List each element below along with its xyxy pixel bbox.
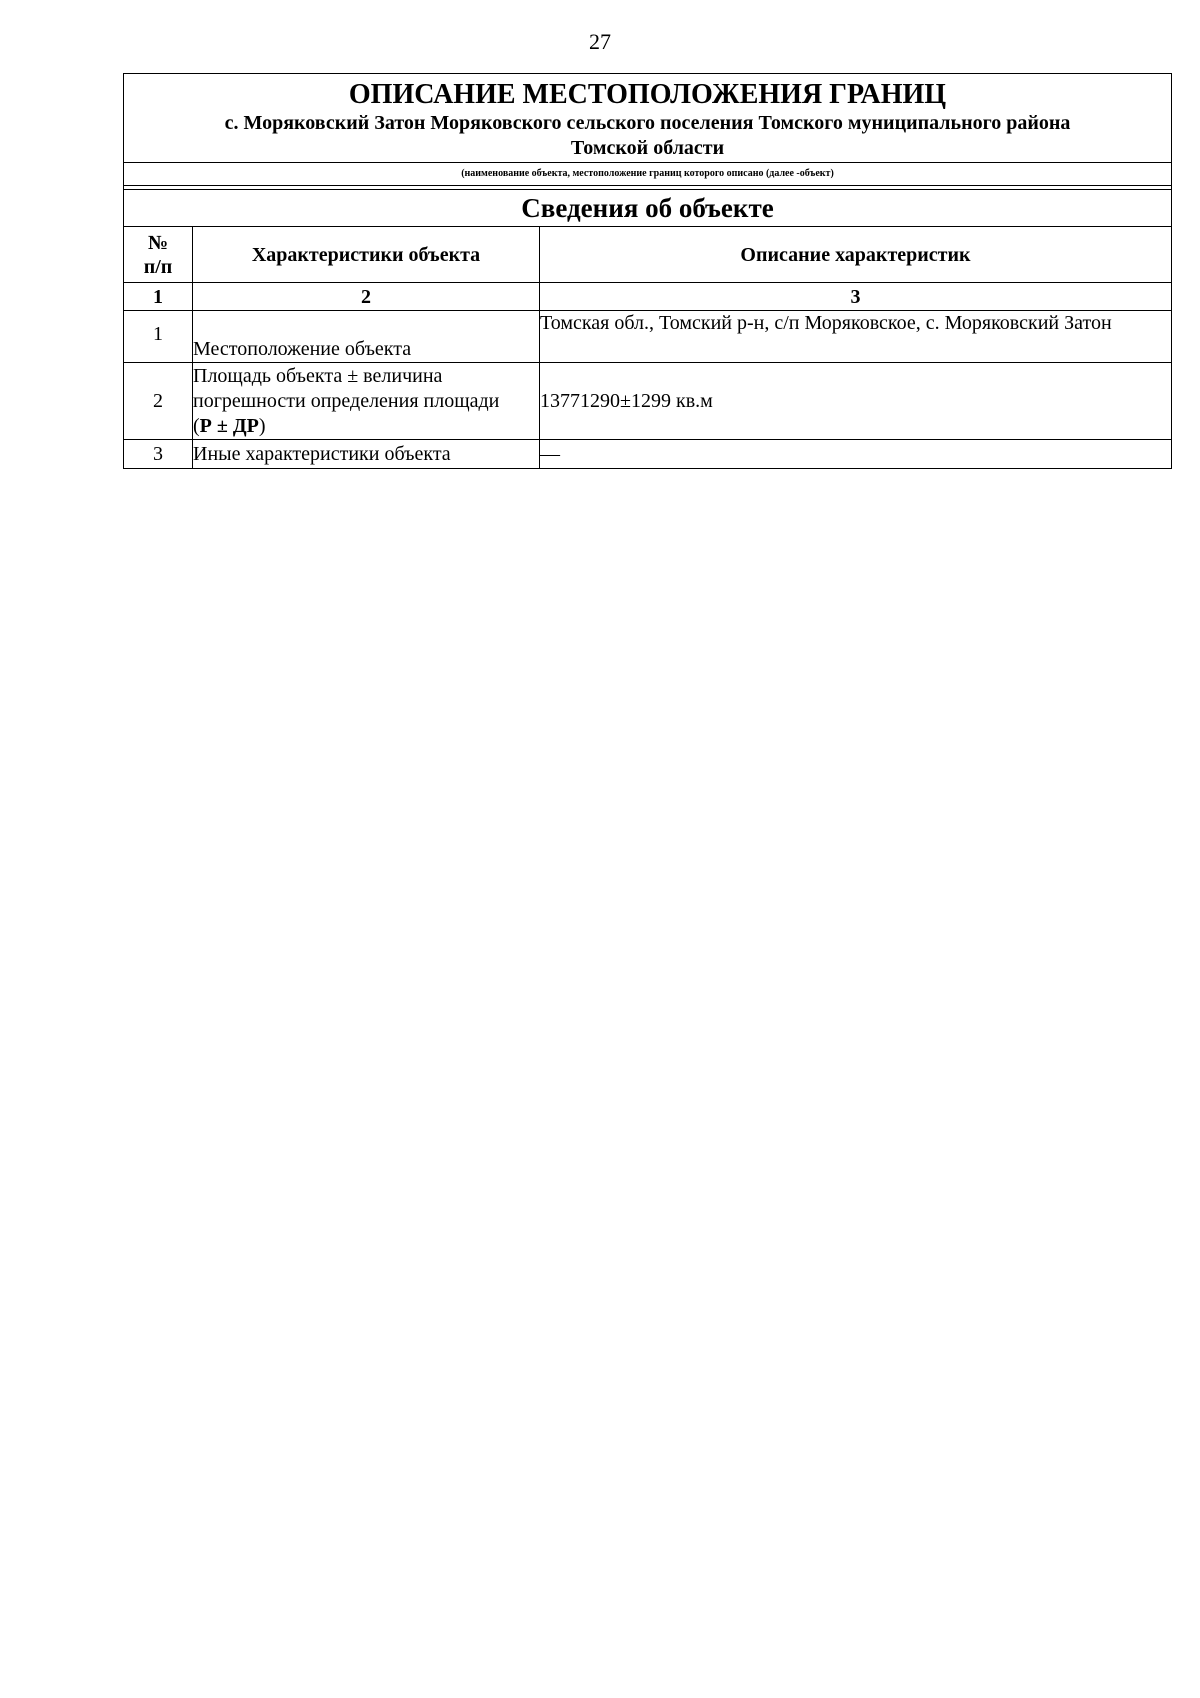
row-number: 3 (124, 440, 193, 469)
row-description: 13771290±1299 кв.м (540, 363, 1172, 440)
row-characteristic (193, 363, 540, 440)
column-number-1: 1 (124, 283, 193, 311)
caption-row (124, 163, 1172, 186)
row-number: 2 (124, 363, 193, 440)
object-description-table (123, 73, 1172, 469)
table-row (124, 363, 1172, 440)
row-characteristic-text: Площадь объекта ± величина погрешности определения площади (193, 364, 500, 412)
column-number-2: 2 (193, 283, 540, 311)
column-number-row (124, 283, 1172, 311)
formula-paren-close: ) (258, 414, 266, 437)
column-header-num-line-2: п/п (143, 255, 173, 278)
row-characteristic: Местоположение объекта (193, 311, 540, 363)
column-number-3: 3 (540, 283, 1172, 311)
formula-paren-open: ( (193, 414, 200, 437)
row-number: 1 (124, 311, 193, 363)
column-header-characteristics: Характеристики объекта (193, 227, 540, 283)
title-block (124, 74, 1172, 163)
column-header-num (124, 227, 193, 283)
title-row (124, 74, 1172, 163)
object-caption: (наименование объекта, местоположение границ которого описано (далее -объект) (124, 163, 1172, 186)
page-number: 27 (589, 29, 611, 54)
column-header-num-line-1: № (147, 231, 169, 254)
object-name-line-1: с. Моряковский Затон Моряковского сельского поселения Томского муниципального района (224, 111, 1071, 134)
column-header-row (124, 227, 1172, 283)
row-description: Томская обл., Томский р-н, с/п Моряковское, с. Моряковский Затон (540, 311, 1172, 363)
section-title: Сведения об объекте (124, 190, 1172, 227)
object-name-line-2: Томской области (570, 136, 725, 159)
area-formula: Р ± ДР (199, 414, 259, 437)
document-title: ОПИСАНИЕ МЕСТОПОЛОЖЕНИЯ ГРАНИЦ (348, 78, 947, 110)
column-header-description: Описание характеристик (540, 227, 1172, 283)
table-row (124, 311, 1172, 363)
table-row (124, 440, 1172, 469)
row-description: — (540, 440, 1172, 469)
row-characteristic: Иные характеристики объекта (193, 440, 540, 469)
section-row (124, 190, 1172, 227)
